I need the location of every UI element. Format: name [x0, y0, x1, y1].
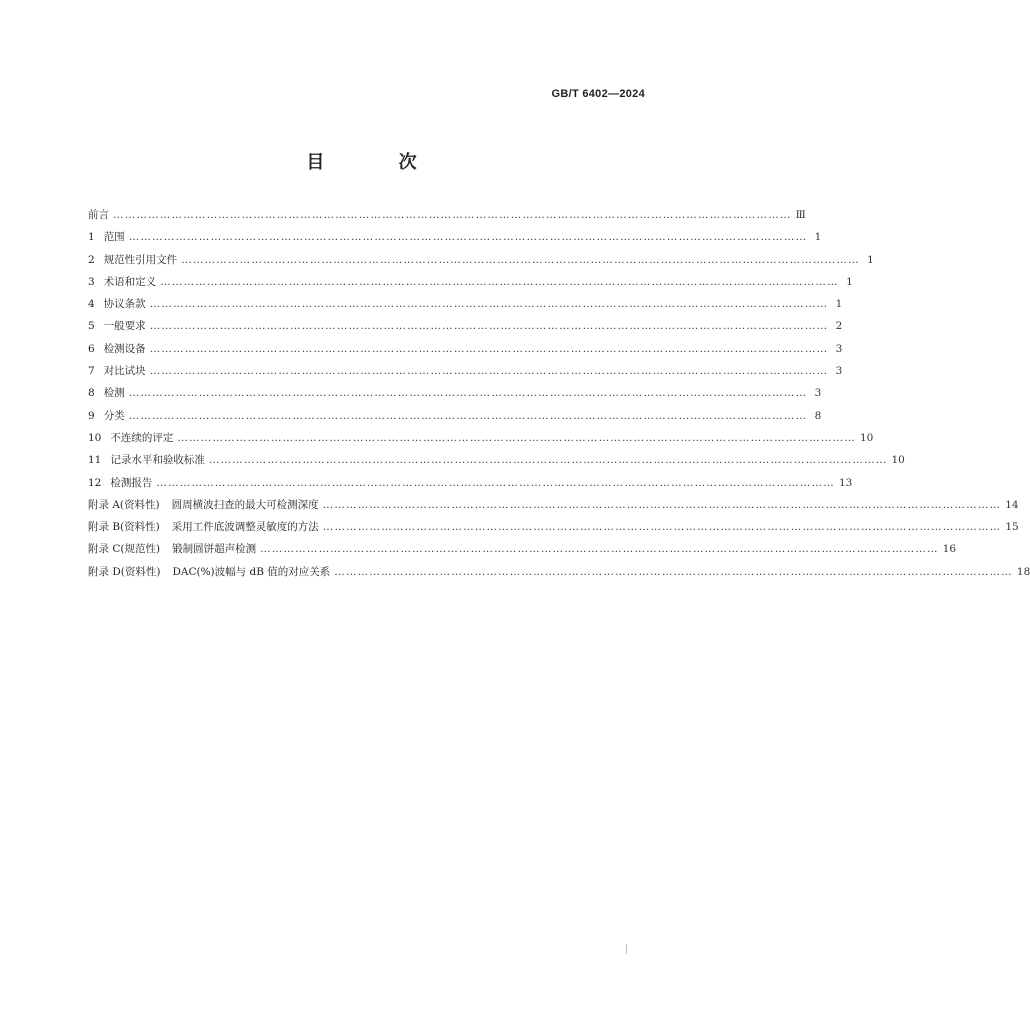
toc-entry-page: 1 [835, 298, 843, 311]
toc-entry-number: 8 [88, 387, 95, 400]
toc-entry-number: 6 [88, 342, 95, 355]
dot-leader: ………………………………………………………………………………………………………………………………………………………… [181, 253, 860, 266]
toc-entry-label: 协议条款 [103, 298, 146, 311]
toc-entry-number: 1 [88, 231, 95, 244]
toc-entry-3[interactable] [88, 271, 853, 293]
toc-entry-label: 规范性引用文件 [103, 253, 178, 266]
toc-entry-page: 3 [835, 365, 843, 378]
toc-entry-label: 记录水平和验收标准 [110, 454, 205, 467]
toc-entry-page: 8 [814, 409, 822, 422]
toc-entry-9[interactable] [88, 405, 822, 427]
dot-leader: ………………………………………………………………………………………………………………………………………………………… [160, 275, 839, 288]
dot-leader: ………………………………………………………………………………………………………………………………………………………… [128, 409, 808, 422]
toc-entry-label: 锻制圆饼超声检测 [172, 543, 257, 556]
toc-entry-number: 附录 A(资料性) [88, 498, 160, 511]
toc-entry-number: 5 [88, 320, 95, 333]
toc-entry-number: 12 [88, 476, 102, 489]
dot-leader: ………………………………………………………………………………………………………………………………………………………… [322, 521, 1002, 534]
toc-entry-number: 附录 D(资料性) [88, 565, 161, 578]
table-of-contents [88, 204, 1030, 583]
toc-entry-label: 不连续的评定 [110, 431, 174, 444]
toc-entry-page: Ⅲ [795, 209, 806, 221]
toc-entry-8[interactable] [88, 382, 822, 404]
toc-entry-page: 3 [814, 387, 822, 400]
toc-entry-number: 9 [88, 409, 95, 422]
dot-leader: ………………………………………………………………………………………………………………………………………………………… [177, 431, 856, 444]
toc-entry-1[interactable] [88, 226, 822, 248]
toc-entry-4[interactable] [88, 293, 843, 315]
toc-entry-label: 检测设备 [103, 342, 146, 355]
dot-leader: ………………………………………………………………………………………………………………………………………………………… [322, 498, 1002, 511]
toc-entry-11[interactable] [88, 449, 905, 471]
toc-entry-annex-b[interactable] [88, 516, 1019, 538]
toc-entry-number: 10 [88, 431, 102, 444]
toc-entry-number: 3 [88, 275, 95, 288]
toc-entry-number: 7 [88, 365, 95, 378]
toc-entry-page: 3 [835, 342, 843, 355]
toc-entry-page: 18 [1016, 565, 1030, 578]
toc-entry-page: 10 [891, 454, 905, 467]
toc-entry-number: 附录 C(规范性) [88, 543, 161, 556]
dot-leader: ………………………………………………………………………………………………………………………………………………………… [128, 387, 808, 400]
toc-entry-page: 15 [1005, 521, 1019, 534]
toc-entry-label: 分类 [103, 409, 125, 422]
dot-leader: ………………………………………………………………………………………………………………………………………………………… [113, 209, 792, 221]
dot-leader: ………………………………………………………………………………………………………………………………………………………… [156, 476, 835, 489]
toc-entry-foreword[interactable] [88, 204, 806, 226]
toc-entry-annex-c[interactable] [88, 538, 957, 560]
page-footer-mark [626, 944, 627, 954]
toc-entry-label: 一般要求 [103, 320, 146, 333]
toc-entry-number: 2 [88, 253, 95, 266]
toc-entry-label: 检测报告 [110, 476, 153, 489]
toc-entry-label: 检测 [103, 387, 125, 400]
toc-entry-7[interactable] [88, 360, 843, 382]
toc-entry-page: 13 [838, 476, 853, 489]
toc-entry-number: 附录 B(资料性) [88, 521, 160, 534]
dot-leader: ………………………………………………………………………………………………………………………………………………………… [149, 298, 829, 311]
toc-entry-5[interactable] [88, 315, 843, 337]
toc-entry-annex-a[interactable] [88, 494, 1019, 516]
dot-leader: ………………………………………………………………………………………………………………………………………………………… [128, 231, 808, 244]
dot-leader: ………………………………………………………………………………………………………………………………………………………… [149, 342, 829, 355]
toc-entry-label: 对比试块 [103, 365, 146, 378]
toc-entry-annex-d[interactable] [88, 561, 1030, 583]
toc-entry-label: 圆周横波扫查的最大可检测深度 [171, 498, 319, 511]
toc-entry-label: 前言 [88, 209, 109, 221]
toc-entry-label: 采用工件底波调整灵敏度的方法 [171, 521, 319, 534]
dot-leader: ………………………………………………………………………………………………………………………………………………………… [208, 454, 888, 467]
dot-leader: ………………………………………………………………………………………………………………………………………………………… [334, 565, 1013, 578]
toc-entry-number: 11 [88, 454, 102, 467]
toc-entry-page: 14 [1005, 498, 1019, 511]
toc-entry-label: DAC(%)波幅与 dB 值的对应关系 [172, 565, 331, 578]
dot-leader: ………………………………………………………………………………………………………………………………………………………… [260, 543, 939, 556]
dot-leader: ………………………………………………………………………………………………………………………………………………………… [149, 365, 829, 378]
toc-entry-label: 术语和定义 [103, 275, 157, 288]
toc-entry-12[interactable] [88, 472, 853, 494]
toc-entry-page: 16 [942, 543, 957, 556]
toc-title: 目 次 [306, 152, 451, 173]
toc-entry-page: 2 [835, 320, 843, 333]
toc-entry-page: 10 [859, 431, 874, 444]
standard-number: GB/T 6402—2024 [551, 88, 645, 100]
toc-entry-2[interactable] [88, 249, 874, 271]
dot-leader: ………………………………………………………………………………………………………………………………………………………… [149, 320, 829, 333]
toc-entry-6[interactable] [88, 338, 843, 360]
toc-entry-number: 4 [88, 298, 95, 311]
toc-entry-page: 1 [846, 275, 853, 288]
toc-entry-label: 范围 [103, 231, 125, 244]
toc-entry-page: 1 [867, 253, 874, 266]
toc-entry-page: 1 [814, 231, 822, 244]
toc-entry-10[interactable] [88, 427, 874, 449]
